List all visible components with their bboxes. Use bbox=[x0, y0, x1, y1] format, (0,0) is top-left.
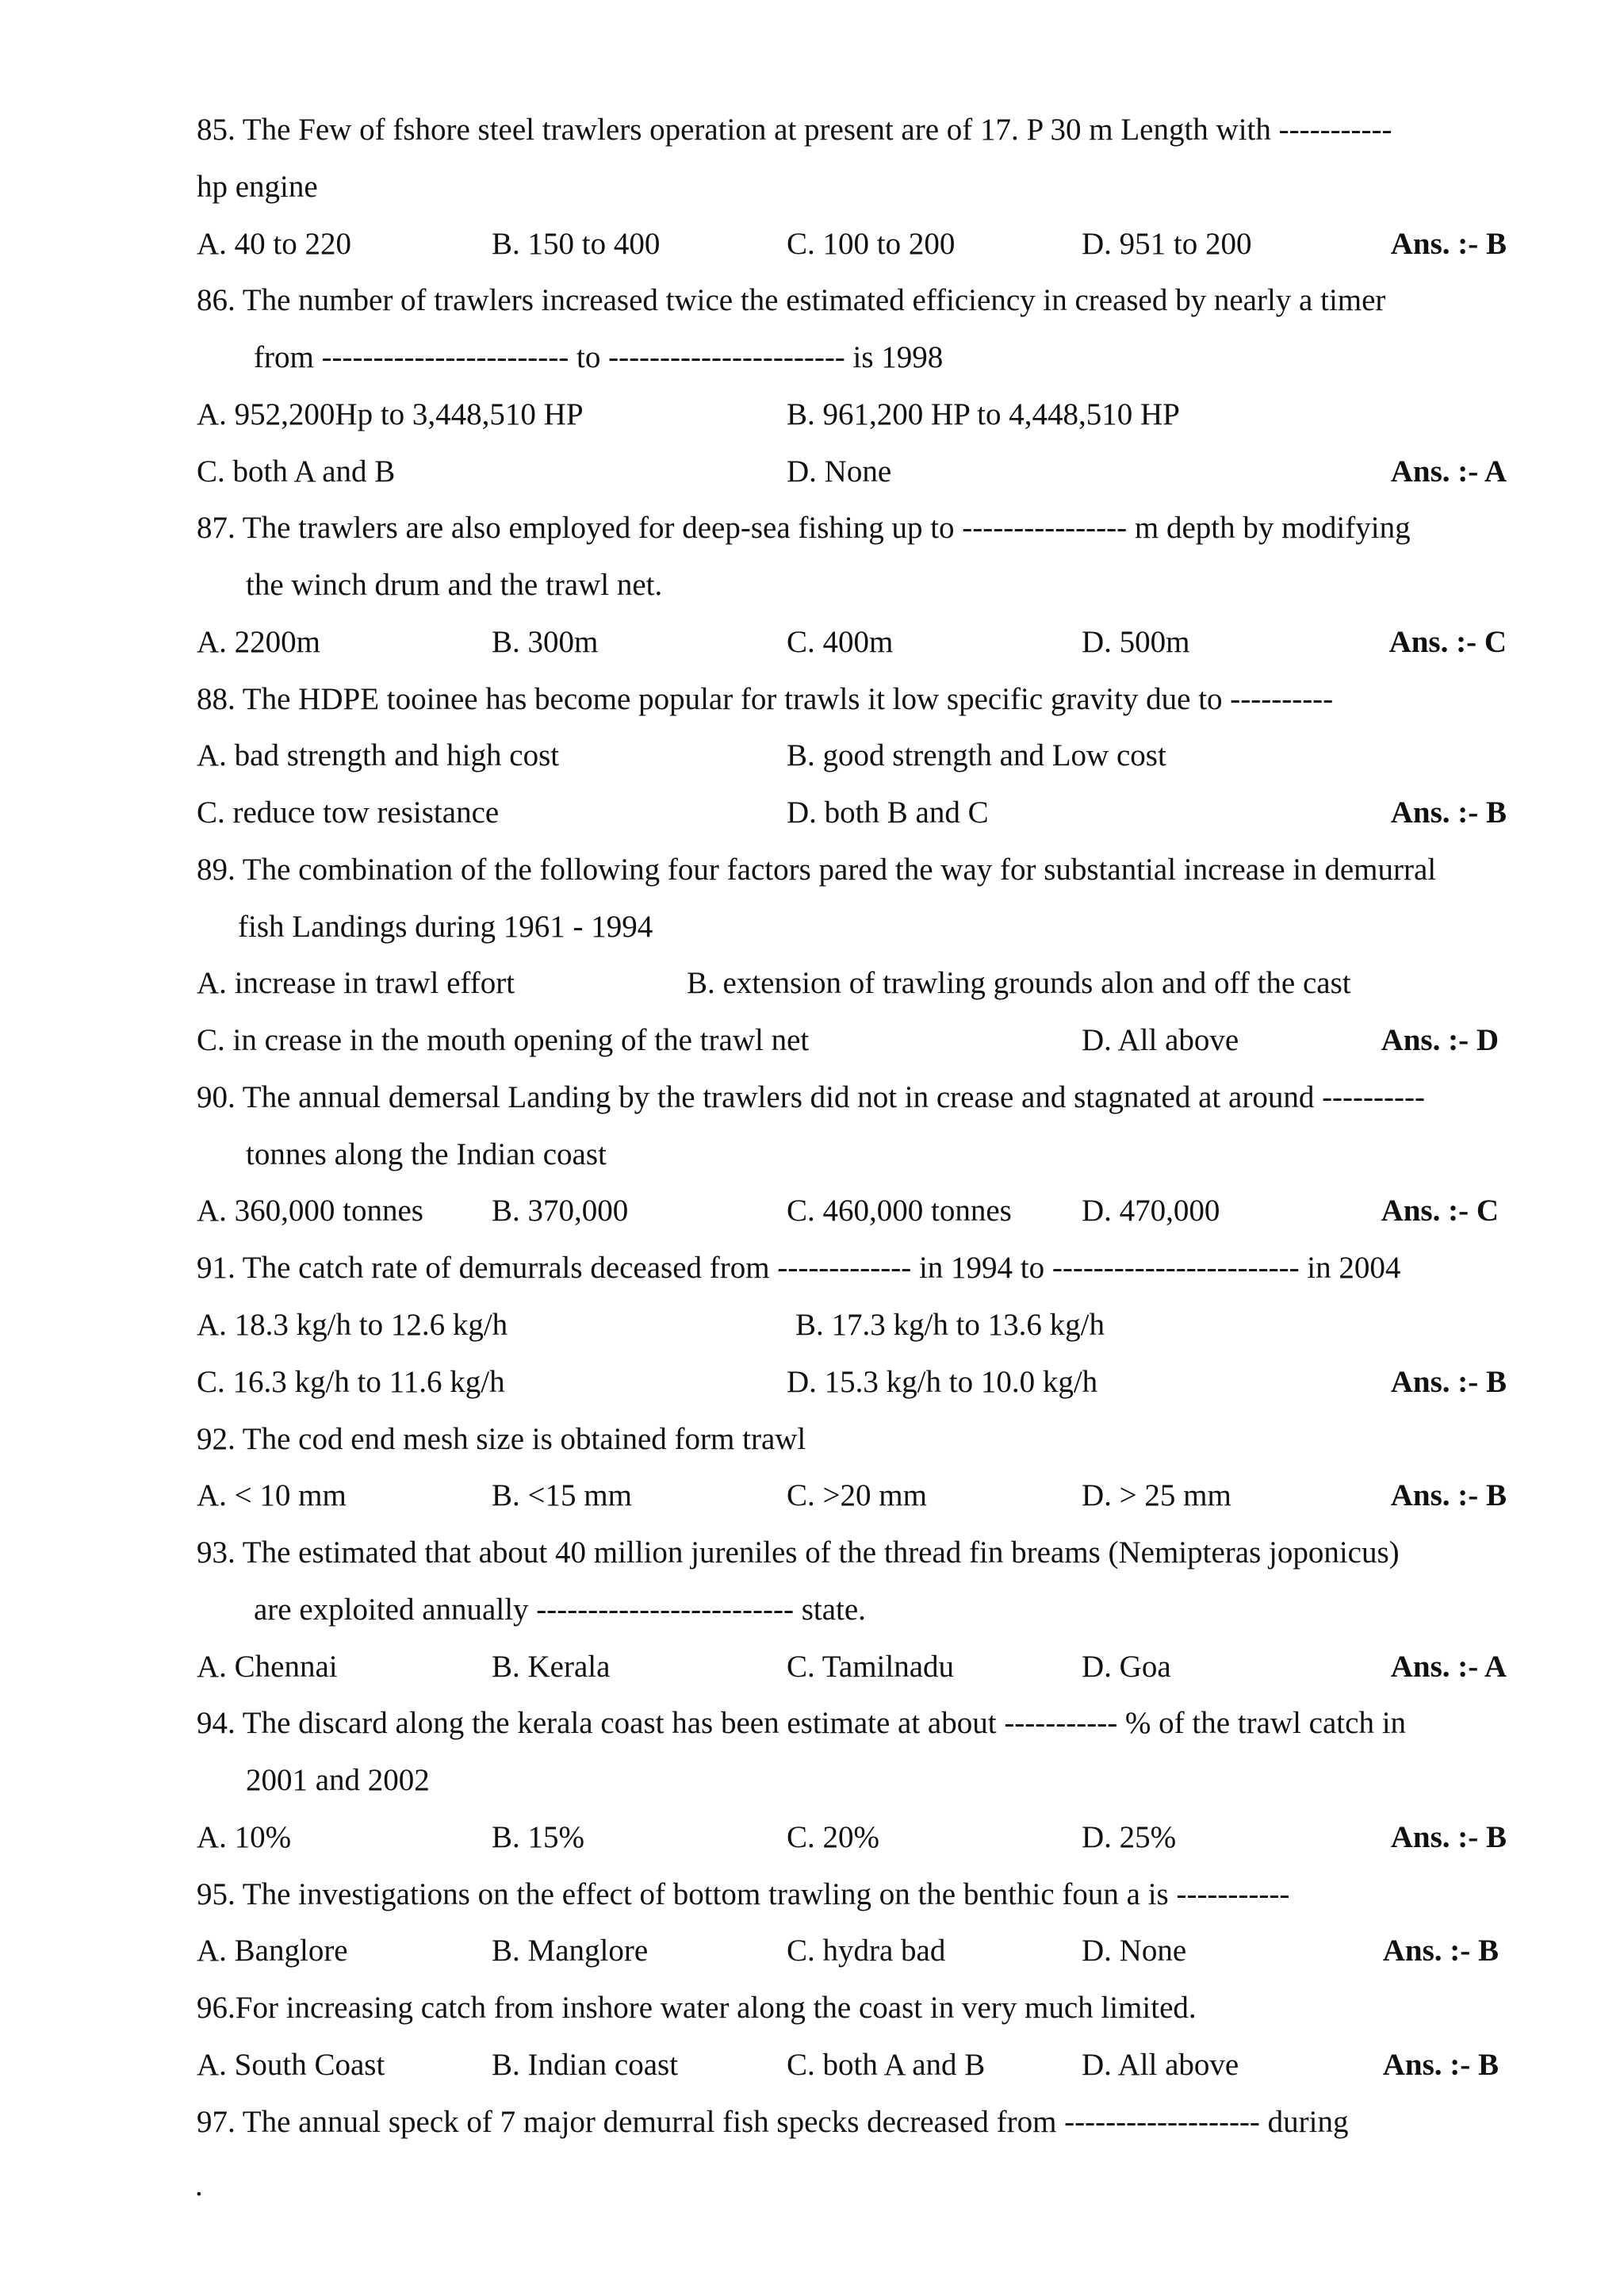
answer-label: Ans. :- C bbox=[1381, 1194, 1499, 1228]
question-89-options-row2 bbox=[0, 1012, 1624, 1069]
option-b: B. <15 mm bbox=[492, 1478, 632, 1512]
question-92-options bbox=[0, 1467, 1624, 1524]
question-text: 86. The number of trawlers increased twice the estimated efficiency in creased by nearly a timer bbox=[197, 283, 1386, 317]
answer-label: Ans. :- A bbox=[1390, 1650, 1507, 1684]
question-94-text bbox=[0, 1695, 1624, 1752]
option-c: C. in crease in the mouth opening of the trawl net bbox=[197, 1023, 810, 1057]
option-c: C. 20% bbox=[787, 1820, 879, 1854]
question-text: 90. The annual demersal Landing by the trawlers did not in crease and stagnated at around ---------- bbox=[197, 1080, 1425, 1114]
question-94-text-cont bbox=[0, 1752, 1624, 1809]
question-97-text bbox=[0, 2094, 1624, 2151]
option-c: C. hydra bad bbox=[787, 1934, 946, 1968]
question-93-options bbox=[0, 1639, 1624, 1696]
option-d: D. All above bbox=[1082, 1023, 1239, 1057]
option-a: A. South Coast bbox=[197, 2048, 385, 2082]
option-b: B. 961,200 HP to 4,448,510 HP bbox=[787, 397, 1180, 431]
question-text: 88. The HDPE tooinee has become popular for trawls it low specific gravity due to ---------- bbox=[197, 682, 1334, 716]
option-b: B. Manglore bbox=[492, 1934, 649, 1968]
question-89-options-row1 bbox=[0, 955, 1624, 1012]
question-text: 2001 and 2002 bbox=[246, 1763, 430, 1797]
question-text: 93. The estimated that about 40 million jureniles of the thread fin breams (Nemipteras joponicus) bbox=[197, 1535, 1400, 1570]
answer-label: Ans. :- B bbox=[1390, 795, 1507, 830]
question-text: are exploited annually ------------------------- state. bbox=[254, 1593, 866, 1627]
option-d: D. 951 to 200 bbox=[1082, 227, 1252, 261]
option-d: D. None bbox=[787, 454, 892, 489]
question-85-options bbox=[0, 216, 1624, 273]
option-c: C. reduce tow resistance bbox=[197, 795, 500, 830]
answer-label: Ans. :- B bbox=[1382, 2048, 1499, 2082]
option-a: A. Banglore bbox=[197, 1934, 348, 1968]
question-text: 85. The Few of fshore steel trawlers operation at present are of 17. P 30 m Length with ----------- bbox=[197, 113, 1392, 147]
option-c: C. >20 mm bbox=[787, 1478, 927, 1512]
option-b: B. 370,000 bbox=[492, 1194, 629, 1228]
option-a: A. 10% bbox=[197, 1820, 292, 1854]
footer-mark: . bbox=[195, 2168, 203, 2202]
option-d: D. Goa bbox=[1082, 1650, 1171, 1684]
option-c: C. Tamilnadu bbox=[787, 1650, 955, 1684]
question-text: 91. The catch rate of demurrals deceased from ------------- in 1994 to ------------------------ in 2004 bbox=[197, 1251, 1401, 1285]
option-a: A. 952,200Hp to 3,448,510 HP bbox=[197, 397, 584, 431]
option-d: D. both B and C bbox=[787, 795, 989, 830]
question-95-text bbox=[0, 1866, 1624, 1923]
question-96-text bbox=[0, 1980, 1624, 2037]
answer-label: Ans. :- B bbox=[1390, 1478, 1507, 1512]
question-text: tonnes along the Indian coast bbox=[246, 1137, 607, 1171]
question-85-text bbox=[0, 102, 1624, 159]
question-86-text bbox=[0, 272, 1624, 329]
answer-label: Ans. :- C bbox=[1388, 625, 1507, 659]
option-b: B. 300m bbox=[492, 625, 599, 659]
option-c: C. 400m bbox=[787, 625, 894, 659]
option-c: C. both A and B bbox=[787, 2048, 986, 2082]
question-90-options bbox=[0, 1182, 1624, 1240]
option-a: A. bad strength and high cost bbox=[197, 738, 560, 772]
answer-label: Ans. :- B bbox=[1382, 1934, 1499, 1968]
option-c: C. 16.3 kg/h to 11.6 kg/h bbox=[197, 1365, 505, 1399]
question-90-text bbox=[0, 1069, 1624, 1126]
option-b: B. Kerala bbox=[492, 1650, 611, 1684]
option-a: A. < 10 mm bbox=[197, 1478, 347, 1512]
option-a: A. Chennai bbox=[197, 1650, 338, 1684]
question-87-text bbox=[0, 500, 1624, 557]
question-91-text bbox=[0, 1240, 1624, 1297]
answer-label: Ans. :- B bbox=[1390, 227, 1507, 261]
question-text: the winch drum and the trawl net. bbox=[246, 568, 663, 602]
question-text: 97. The annual speck of 7 major demurral fish specks decreased from ------------------- during bbox=[197, 2105, 1349, 2139]
answer-label: Ans. :- D bbox=[1381, 1023, 1499, 1057]
option-c: C. both A and B bbox=[197, 454, 396, 489]
option-a: A. increase in trawl effort bbox=[197, 966, 515, 1000]
question-93-text-cont bbox=[0, 1581, 1624, 1639]
question-text: 94. The discard along the kerala coast has been estimate at about ----------- % of the trawl catch in bbox=[197, 1706, 1407, 1740]
question-89-text-cont bbox=[0, 899, 1624, 956]
question-text: hp engine bbox=[197, 170, 318, 204]
question-93-text bbox=[0, 1524, 1624, 1581]
option-d: D. 470,000 bbox=[1082, 1194, 1220, 1228]
question-86-options-row1 bbox=[0, 386, 1624, 443]
question-90-text-cont bbox=[0, 1126, 1624, 1183]
question-text: 89. The combination of the following four factors pared the way for substantial increase in demurral bbox=[197, 853, 1437, 887]
question-89-text bbox=[0, 841, 1624, 899]
option-d: D. > 25 mm bbox=[1082, 1478, 1231, 1512]
question-text: from ------------------------ to ----------------------- is 1998 bbox=[254, 340, 944, 374]
answer-label: Ans. :- B bbox=[1390, 1365, 1507, 1399]
option-b: B. extension of trawling grounds alon and off the cast bbox=[687, 966, 1351, 1000]
question-text: 87. The trawlers are also employed for deep-sea fishing up to ---------------- m depth by modifying bbox=[197, 511, 1411, 545]
question-text: 95. The investigations on the effect of bottom trawling on the benthic foun a is ----------- bbox=[197, 1877, 1290, 1911]
option-a: A. 2200m bbox=[197, 625, 320, 659]
question-88-options-row2 bbox=[0, 784, 1624, 841]
option-c: C. 100 to 200 bbox=[787, 227, 956, 261]
question-text: 96.For increasing catch from inshore water along the coast in very much limited. bbox=[197, 1991, 1197, 2025]
question-91-options-row1 bbox=[0, 1297, 1624, 1354]
question-text: 92. The cod end mesh size is obtained form trawl bbox=[197, 1422, 806, 1456]
option-b: B. 17.3 kg/h to 13.6 kg/h bbox=[795, 1308, 1105, 1342]
question-92-text bbox=[0, 1411, 1624, 1468]
question-87-options bbox=[0, 614, 1624, 671]
option-a: A. 18.3 kg/h to 12.6 kg/h bbox=[197, 1308, 508, 1342]
option-d: D. 25% bbox=[1082, 1820, 1177, 1854]
question-96-options bbox=[0, 2037, 1624, 2094]
question-88-text bbox=[0, 671, 1624, 728]
option-d: D. All above bbox=[1082, 2048, 1239, 2082]
question-text: fish Landings during 1961 - 1994 bbox=[238, 910, 653, 944]
question-88-options-row1 bbox=[0, 727, 1624, 784]
option-b: B. Indian coast bbox=[492, 2048, 679, 2082]
question-91-options-row2 bbox=[0, 1354, 1624, 1411]
answer-label: Ans. :- B bbox=[1390, 1820, 1507, 1854]
option-a: A. 40 to 220 bbox=[197, 227, 351, 261]
question-87-text-cont bbox=[0, 557, 1624, 614]
option-d: D. 15.3 kg/h to 10.0 kg/h bbox=[787, 1365, 1098, 1399]
question-86-text-cont bbox=[0, 329, 1624, 386]
option-b: B. 15% bbox=[492, 1820, 584, 1854]
option-d: D. None bbox=[1082, 1934, 1187, 1968]
question-86-options-row2 bbox=[0, 443, 1624, 500]
option-b: B. 150 to 400 bbox=[492, 227, 661, 261]
option-b: B. good strength and Low cost bbox=[787, 738, 1166, 772]
question-95-options bbox=[0, 1922, 1624, 1980]
question-94-options bbox=[0, 1809, 1624, 1866]
option-d: D. 500m bbox=[1082, 625, 1190, 659]
option-c: C. 460,000 tonnes bbox=[787, 1194, 1012, 1228]
question-85-text-cont bbox=[0, 159, 1624, 216]
answer-label: Ans. :- A bbox=[1390, 454, 1507, 489]
option-a: A. 360,000 tonnes bbox=[197, 1194, 423, 1228]
